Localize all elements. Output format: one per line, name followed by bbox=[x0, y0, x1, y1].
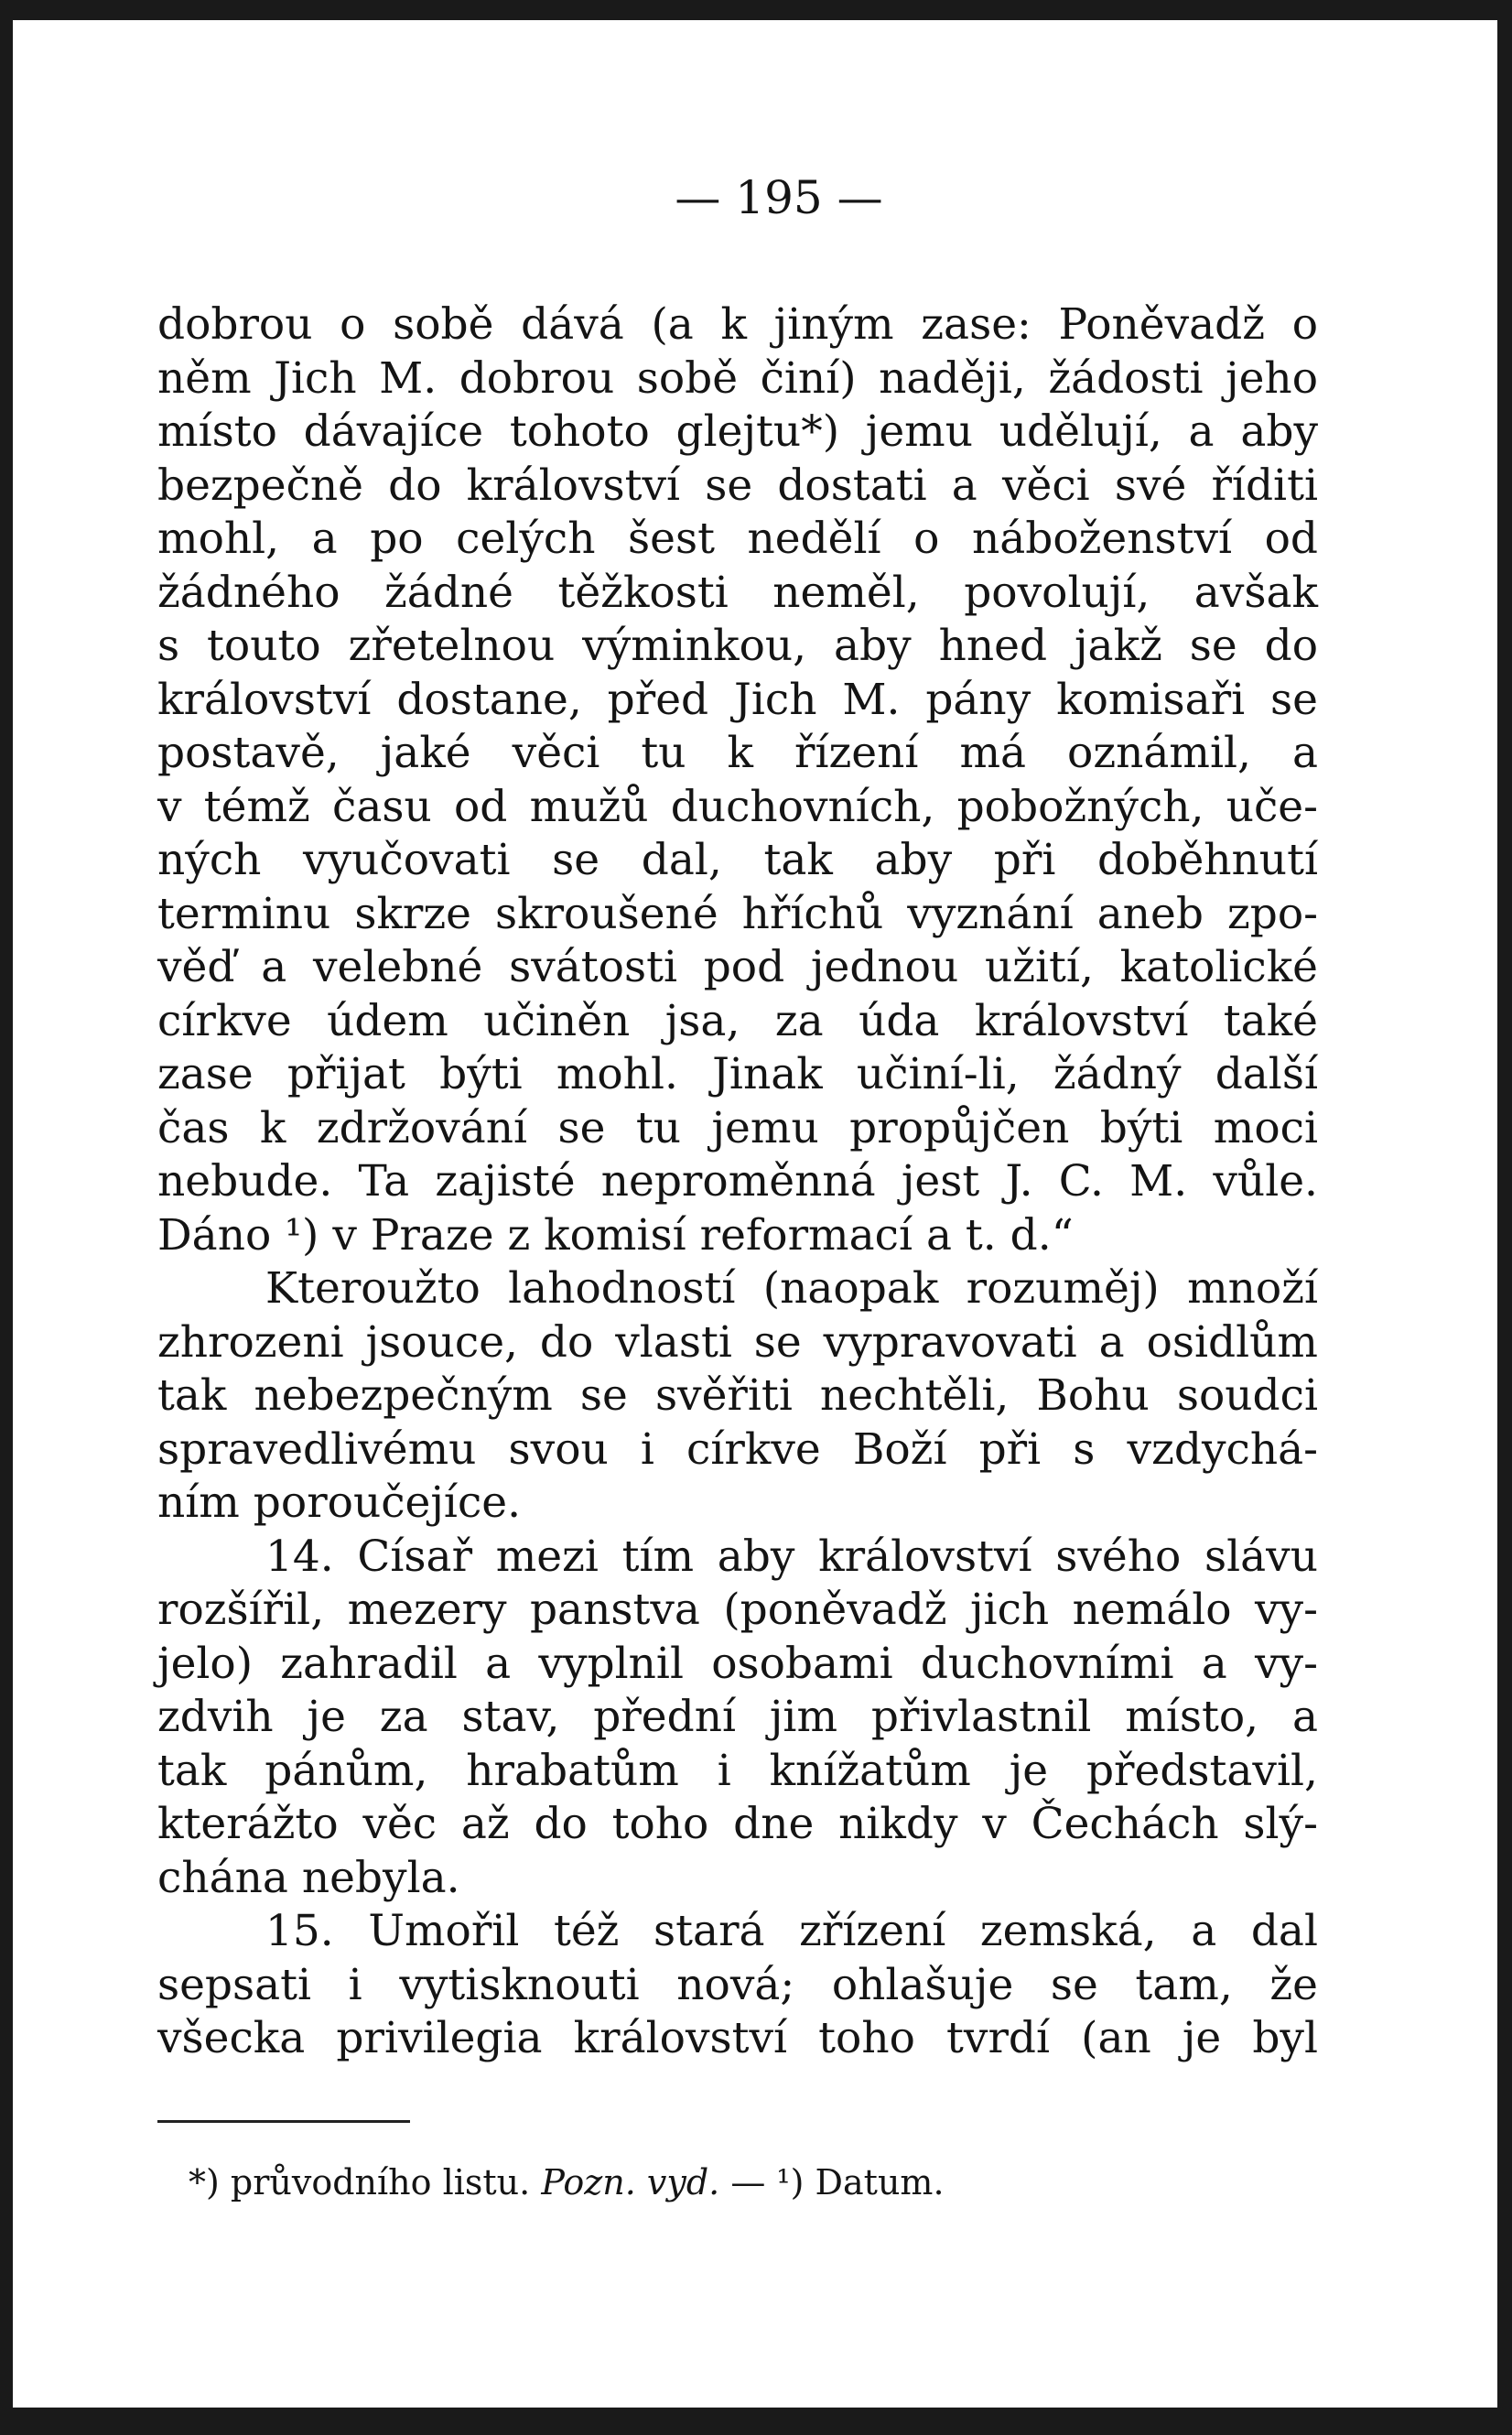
text-line: království dostane, před Jich M. pány komisaři se bbox=[157, 674, 1318, 725]
footnote-datum: — ¹) Datum. bbox=[730, 2162, 945, 2202]
text-line: tak pánům, hrabatům i knížatům je představil, bbox=[157, 1745, 1318, 1796]
footnote-rule bbox=[157, 2120, 410, 2123]
text-line: věď a velebné svátosti pod jednou užití, katolické bbox=[157, 942, 1318, 992]
text-line: 15. Umořil též stará zřízení zemská, a dal bbox=[265, 1906, 1318, 1956]
text-line: ním poroučejíce. bbox=[157, 1477, 522, 1528]
text-line: mohl, a po celých šest nedělí o náboženství od bbox=[157, 514, 1318, 564]
text-line: sepsati i vytisknouti nová; ohlašuje se tam, že bbox=[157, 1959, 1318, 2010]
scan-border-left bbox=[0, 0, 13, 2435]
text-line: tak nebezpečným se svěřiti nechtěli, Bohu soudci bbox=[157, 1370, 1318, 1421]
footnote-editor-note: Pozn. vyd. bbox=[541, 2162, 720, 2202]
page-body bbox=[157, 170, 1318, 2066]
text-line: čas k zdržování se tu jemu propůjčen býti moci bbox=[157, 1102, 1318, 1153]
scan-border-right bbox=[1497, 0, 1512, 2435]
text-line: postavě, jaké věci tu k řízení má oznámil, a bbox=[157, 728, 1318, 778]
text-line: něm Jich M. dobrou sobě činí) naději, žádosti jeho bbox=[157, 352, 1318, 404]
text-line: s touto zřetelnou výminkou, aby hned jakž se do bbox=[157, 621, 1318, 671]
text-line: kterážto věc až do toho dne nikdy v Čechách slý- bbox=[157, 1799, 1318, 1849]
text-line: spravedlivému svou i církve Boží při s vzdychá- bbox=[157, 1423, 1318, 1475]
text-line: nebude. Ta zajisté neproměnná jest J. C. M. vůle. bbox=[157, 1156, 1318, 1207]
text-line: chána nebyla. bbox=[157, 1852, 460, 1903]
text-line: zhrozeni jsouce, do vlasti se vypravovati a osidlům bbox=[157, 1316, 1318, 1368]
text-line: zdvih je za stav, přední jim přivlastnil místo, a bbox=[157, 1692, 1318, 1742]
scan-border-bottom bbox=[0, 2408, 1512, 2435]
text-line: v témž času od mužů duchovních, pobožných, uče- bbox=[157, 781, 1318, 832]
text-line: jelo) zahradil a vyplnil osobami duchovními a vy- bbox=[157, 1638, 1318, 1689]
text-line: ných vyučovati se dal, tak aby při doběhnutí bbox=[157, 835, 1318, 885]
footnote bbox=[189, 2160, 945, 2204]
text-line: zase přijat býti mohl. Jinak učiní-li, žádný další bbox=[157, 1049, 1318, 1099]
text-line: církve údem učiněn jsa, za úda království také bbox=[157, 995, 1318, 1046]
text-line: žádného žádné těžkosti neměl, povolují, avšak bbox=[157, 567, 1318, 618]
text-line: rozšířil, mezery panstva (poněvadž jich nemálo vy- bbox=[157, 1585, 1318, 1635]
page-number: — 195 — bbox=[675, 171, 883, 224]
text-line: bezpečně do království se dostati a věci své říditi bbox=[157, 460, 1318, 511]
text-line: Dáno ¹) v Praze z komisí reformací a t. d.“ bbox=[157, 1209, 1074, 1261]
text-line: místo dávajíce tohoto glejtu*) jemu udělují, a aby bbox=[157, 406, 1318, 457]
footnote-text: *) průvodního listu. bbox=[189, 2162, 531, 2202]
text-line: dobrou o sobě dává (a k jiným zase: Poněvadž o bbox=[157, 299, 1318, 350]
text-line: 14. Císař mezi tím aby království svého slávu bbox=[265, 1531, 1318, 1582]
text-line: všecka privilegia království toho tvrdí (an je byl bbox=[157, 2013, 1318, 2063]
text-line: Kteroužto lahodností (naopak rozuměj) množí bbox=[265, 1263, 1318, 1314]
text-block bbox=[157, 298, 1318, 2066]
scan-border-top bbox=[0, 0, 1512, 20]
text-line: terminu skrze skroušené hříchů vyznání aneb zpo- bbox=[157, 888, 1318, 939]
